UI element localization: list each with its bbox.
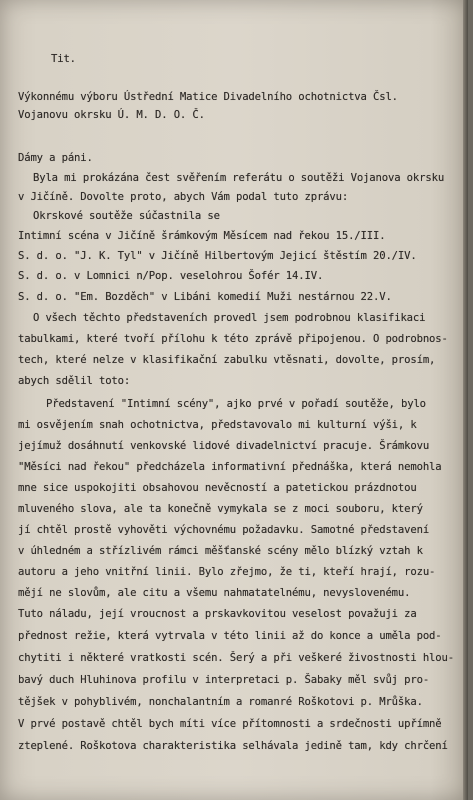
body-line: "Měsíci nad řekou" předcházela informativní přednáška, která nemohla	[18, 461, 442, 473]
body-line: mějí ne slovům, ale citu a všemu nahmatatelnému, nevyslovenému.	[18, 587, 411, 599]
body-line: mi osvějením snah ochotnictva, představovalo mi kulturní výši, k	[18, 419, 417, 431]
body-line: Intimní scéna v Jičíně šrámkovým Měsícem nad řekou 15./III.	[18, 230, 386, 242]
body-line: abych sdělil toto:	[18, 375, 131, 387]
body-line: O všech těchto představeních provedl jsem podrobnou klasifikaci	[33, 312, 426, 324]
recipient-line: Vojanovu okrsku Ú. M. D. O. Č.	[18, 109, 205, 121]
body-line: jí chtěl prostě vyhověti výchovnému požadavku. Samotné představení	[18, 524, 430, 536]
body-line: jejímuž dosáhnutí venkovské lidové divadelnictví pracuje. Šrámkovu	[18, 440, 430, 452]
body-line: Představení "Intimní scény", ajko prvé v pořadí soutěže, bylo	[46, 398, 426, 410]
body-line: přednost režie, která vytrvala v této linii až do konce a uměla pod-	[18, 630, 442, 642]
body-line: V prvé postavě chtěl bych míti více přítomnosti a srdečnosti upřímně	[18, 718, 442, 730]
body-line: chytiti i některé vratkosti scén. Šerý a při veškeré živostnosti hlou-	[18, 652, 454, 664]
salutation-title: Tit.	[51, 53, 76, 65]
body-line: S. d. o. "J. K. Tyl" v Jičíně Hilbertovým Jejicí štěstím 20./IV.	[18, 250, 417, 262]
greeting: Dámy a páni.	[18, 152, 93, 164]
body-line: S. d. o. v Lomnici n/Pop. veselohrou Šofér 14.IV.	[18, 270, 324, 282]
body-line: v Jičíně. Dovolte proto, abych Vám podal tuto zprávu:	[18, 191, 349, 203]
body-line: mne sice uspokojiti obsahovou nevěcností a patetickou prázdnotou	[18, 482, 417, 494]
body-line: Byla mi prokázána čest svěřením referátu o soutěži Vojanova okrsku	[33, 172, 445, 184]
body-line: Tuto náladu, její vroucnost a prskavkovitou veselost považuji za	[18, 608, 417, 620]
body-line: mluveného slova, ale ta konečně vymykala se z moci souboru, který	[18, 503, 423, 515]
recipient-line: Výkonnému výboru Ústřední Matice Divadelního ochotnictva Čsl.	[18, 91, 398, 103]
body-line: v úhledném a střízlivém rámci měšťanské scény mělo blízký vztah k	[18, 545, 423, 557]
body-line: S. d. o. "Em. Bozděch" v Libáni komedií Muži nestárnou 22.V.	[18, 291, 392, 303]
body-line: tějšek v pohyblivém, nonchalantním a romanré Roškotovi p. Mrůška.	[18, 696, 423, 708]
page-edge-shadow	[463, 0, 468, 800]
body-line: tech, které nelze v klasifikační zabulku vtěsnati, dovolte, prosím,	[18, 354, 436, 366]
body-line: Okrskové soutěže súčastnila se	[33, 210, 220, 222]
body-line: bavý duch Hluhinova profilu v interpretaci p. Šabaky měl svůj pro-	[18, 674, 430, 686]
body-line: zteplené. Roškotova charakteristika selhávala jedině tam, kdy chrčení	[18, 740, 448, 752]
body-line: tabulkami, které tvoří přílohu k této zprávě připojenou. O podrobnos-	[18, 333, 448, 345]
body-line: autoru a jeho vnitřní linii. Bylo zřejmo, že ti, kteří hrají, rozu-	[18, 566, 436, 578]
